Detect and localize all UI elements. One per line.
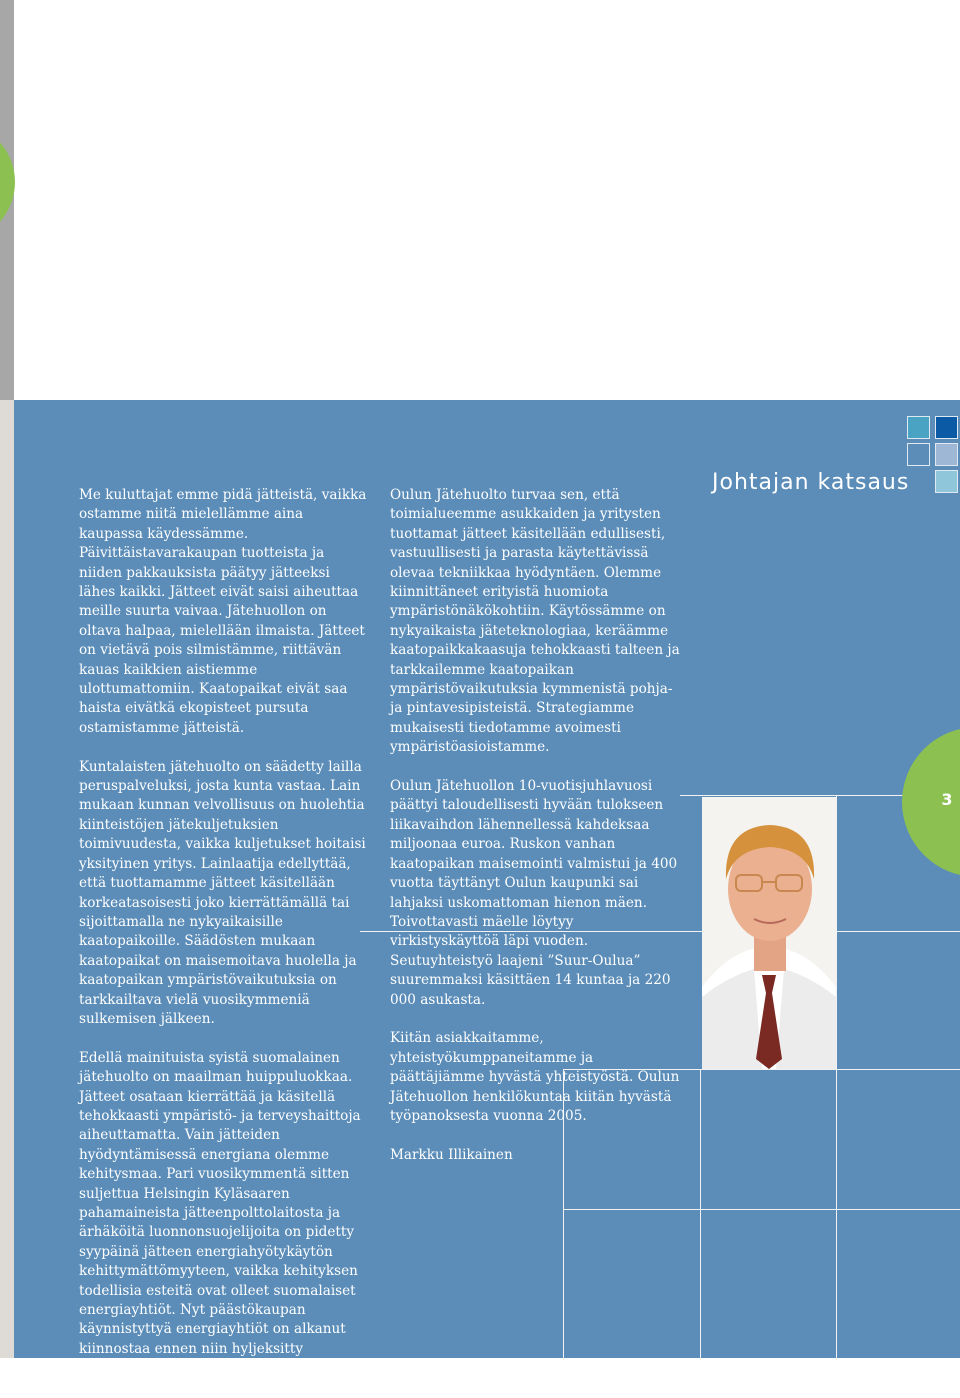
portrait-photo: [702, 797, 836, 1069]
left-text-column: [79, 486, 369, 1398]
middle-text-column: [390, 486, 682, 1185]
paragraph: Kiitän asiakkaitamme, yhteistyökumppaneitamme ja päättäjiämme hyvästä yhteistyöstä. Oulun Jätehuollon henkilökuntaa kiitän hyvästä työpanoksesta vuonna 2005.: [390, 1030, 680, 1124]
grid-line: [836, 795, 837, 1358]
page-number: 3: [941, 790, 953, 809]
decorative-square: [935, 470, 958, 493]
portrait-illustration: [702, 797, 836, 1069]
decorative-square: [907, 416, 930, 439]
decorative-square: [935, 443, 958, 466]
paragraph: Kuntalaisten jätehuolto on säädetty lailla peruspalveluksi, josta kunta vastaa. Lain mukaan kunnan velvollisuus on huolehtia kiinteistöjen jätekuljetuksien toimivuudesta, vaikka kuljetukset hoitaisi yksityinen yritys. Lainlaatija edellyttää, että tuottamamme jätteet käsitellään korkeatasoisesti joko kierrättämällä tai sijoittamalla ne nykyaikaisille kaatopaikoille. Säädösten mukaan kaatopaikat on maisemoitava huolella ja kaatopaikan ympäristövaikutuksia on tarkkailtava vielä vuosikymmeniä sulkemisen jälkeen.: [79, 758, 366, 1027]
grid-line: [563, 1209, 960, 1210]
paragraph: Oulun Jätehuollon 10-vuotisjuhlavuosi päättyi taloudellisesti hyvään tulokseen liikavaihdon lähennellessä kahdeksaa miljoonaa euroa. Ruskon vanhan kaatopaikan maisemointi valmistui ja 400 vuotta täyttänyt Oulun kaupunki sai lahjaksi uskomattoman hienon mäen. Toivottavasti mäelle löytyy virkistyskäyttöä läpi vuoden. Seutuyhteistyö laajeni ”Suur-Oulua” suuremmaksi käsittäen 14 kuntaa ja 220 000 asukasta.: [390, 778, 678, 1008]
grid-line: [700, 1069, 701, 1358]
signature: Markku Illikainen: [390, 1146, 513, 1163]
paragraph: Me kuluttajat emme pidä jätteistä, vaikka ostamme niitä mielellämme aina kaupassa käydessämme. Päivittäistavarakaupan tuotteista ja niiden pakkauksista päätyy jätteeksi lähes kaikki. Jätteet eivät saisi aiheuttaa meille suurta vaivaa. Jätehuollon on oltava halpaa, mielellään ilmaista. Jätteet on vietävä pois silmistämme, riittävän kauas kaikkien aistiemme ulottumattomiin. Kaatopaikat eivät saa haista eivätkä ekopisteet pursuta ostamistamme jätteistä.: [79, 487, 367, 736]
paragraph: Edellä mainituista syistä suomalainen jätehuolto on maailman huippuluokkaa. Jätteet osataan kierrättää ja käsitellä tehokkaasti ympäristö- ja terveyshaittoja aiheuttamatta. Vain jätteiden hyödyntämisessä energiana olemme kehitysmaa. Pari vuosikymmentä sitten suljettua Helsingin Kyläsaaren pahamaineista jätteenpolttolaitosta ja ärhäköitä luonnonsuojelijoita on pidetty syypäinä jätteen energiahyötykäytön kehittymättömyyteen, vaikka kehityksen todellisia esteitä ovat olleet suomalaiset energiayhtiöt. Nyt päästökaupan käynnistyttyä energiayhtiöt on alkanut kiinnostaa ennen niin hyljeksitty polttoaine. Hyvä niin!: [79, 1049, 361, 1377]
page-title: Johtajan katsaus: [712, 470, 910, 495]
left-edge-strip-bottom: [0, 400, 14, 1358]
decorative-square: [935, 416, 958, 439]
decorative-square: [907, 443, 930, 466]
paragraph: Oulun Jätehuolto turvaa sen, että toimialueemme asukkaiden ja yritysten tuottamat jätteet käsitellään edullisesti, vastuullisesti ja parasta käytettävissä olevaa tekniikkaa hyödyntäen. Olemme kiinnittäneet erityistä huomiota ympäristönäkökohtiin. Käytössämme on nykyaikaista jäteteknologiaa, keräämme kaatopaikkakaasuja tehokkaasti talteen ja tarkkailemme kaatopaikan ympäristövaikutuksia kymmenistä pohja- ja pintavesipisteistä. Strategiamme mukaisesti tiedotamme avoimesti ympäristöasioistamme.: [390, 487, 680, 756]
